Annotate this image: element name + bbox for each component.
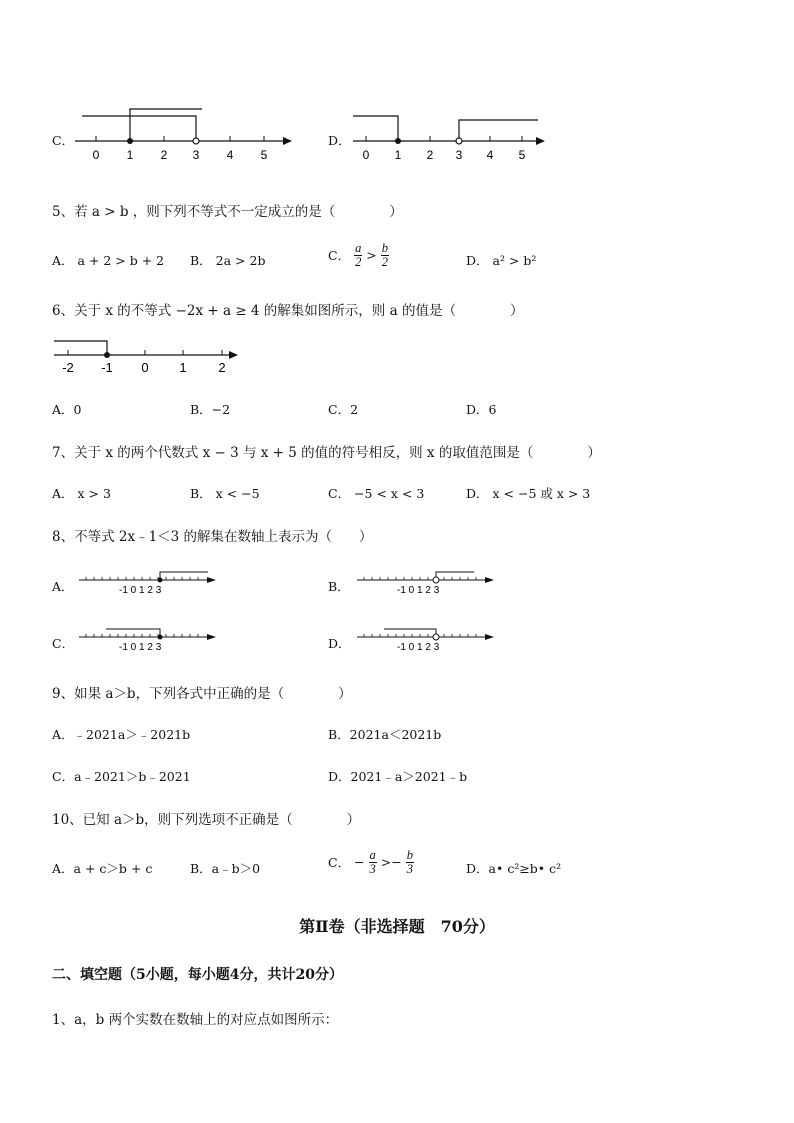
q10-option-c[interactable]: C． − $\frac{a}{3}$ >− $\frac{b}{3}$ (328, 848, 413, 876)
fraction-a-over-2: $\frac{a}{2}$ (355, 241, 362, 269)
q5-option-d[interactable]: D． a² > b² (466, 253, 537, 268)
q5-option-a[interactable]: A． a + 2 > b + 2 (52, 253, 165, 268)
fraction-b-over-3: $\frac{b}{3}$ (406, 848, 413, 876)
q6-stem: 6、关于 x 的不等式 −2x + a ≥ 4 的解集如图所示，则 a 的值是（ ） (52, 303, 524, 319)
q6-numberline (52, 336, 247, 376)
q10-option-a[interactable]: A．a + c＞b + c (52, 861, 153, 876)
svg-text:3: 3 (455, 148, 463, 162)
q5-option-c-label: C． (328, 248, 351, 263)
svg-text:5: 5 (518, 148, 526, 162)
svg-text:-1 0 1 2 3: -1 0 1 2 3 (397, 642, 440, 653)
q10-option-b[interactable]: B．a﹣b＞0 (190, 861, 261, 876)
q5-option-c[interactable]: C． $\frac{a}{2}$ > $\frac{b}{2}$ (328, 241, 389, 269)
svg-text:0: 0 (362, 148, 370, 162)
q7-option-b[interactable]: B． x < −5 (190, 486, 260, 501)
q4-option-c-label: C． (52, 133, 75, 148)
q4-option-c-numberline (70, 104, 300, 164)
q9-stem: 9、如果 a＞b，下列各式中正确的是（ ） (52, 686, 352, 702)
svg-text:1: 1 (394, 148, 402, 162)
part2-heading: 二、填空题（5小题，每小题4分，共计20分） (52, 967, 343, 983)
q8-option-a-numberline (76, 568, 221, 600)
q9-option-d[interactable]: D．2021﹣a＞2021﹣b (328, 769, 468, 784)
q7-option-c[interactable]: C． −5 < x < 3 (328, 486, 425, 501)
q9-option-c[interactable]: C．a﹣2021＞b﹣2021 (52, 769, 191, 784)
q8-stem: 8、不等式 2x﹣1＜3 的解集在数轴上表示为（ ） (52, 529, 373, 545)
q6-option-a[interactable]: A．0 (52, 402, 82, 417)
svg-text:-1 0 1 2 3: -1 0 1 2 3 (119, 585, 162, 596)
q4-option-d-label: D． (328, 133, 351, 148)
tick-3: 3 (192, 148, 200, 162)
svg-text:2: 2 (218, 360, 226, 375)
fraction-a-over-3: $\frac{a}{3}$ (369, 848, 376, 876)
fraction-b-over-2: $\frac{b}{2}$ (381, 241, 389, 269)
q5-stem: 5、若 a > b ，则下列不等式不一定成立的是（ ） (52, 204, 403, 220)
q7-stem: 7、关于 x 的两个代数式 x − 3 与 x + 5 的值的符号相反，则 x 的取值范围是（ ） (52, 445, 601, 461)
svg-text:0: 0 (141, 360, 149, 375)
q8-option-d-numberline (354, 625, 499, 657)
q9-option-a[interactable]: A．﹣2021a＞﹣2021b (52, 727, 191, 742)
q7-option-d[interactable]: D． x < −5 或 x > 3 (466, 486, 591, 501)
fill-q1-stem: 1、a，b 两个实数在数轴上的对应点如图所示： (52, 1012, 339, 1028)
q8-option-c-numberline (76, 625, 221, 657)
q5-option-b[interactable]: B． 2a > 2b (190, 253, 266, 268)
tick-0: 0 (92, 148, 100, 162)
q8-option-b[interactable]: B． (328, 579, 350, 594)
tick-2: 2 (160, 148, 168, 162)
svg-text:-2: -2 (62, 360, 74, 375)
tick-1: 1 (126, 148, 134, 162)
svg-text:-1 0 1 2 3: -1 0 1 2 3 (119, 642, 162, 653)
svg-text:-1 0 1 2 3: -1 0 1 2 3 (397, 585, 440, 596)
q8-option-d[interactable]: D． (328, 636, 351, 651)
tick-5: 5 (260, 148, 268, 162)
q8-option-c[interactable]: C． (52, 636, 75, 651)
section-title: 第Ⅱ卷（非选择题 70分） (299, 917, 495, 936)
q10-stem: 10、已知 a＞b，则下列选项不正确是（ ） (52, 812, 361, 828)
q6-option-b[interactable]: B．−2 (190, 402, 231, 417)
q6-option-c[interactable]: C．2 (328, 402, 359, 417)
svg-text:-1: -1 (101, 360, 113, 375)
q6-option-d[interactable]: D．6 (466, 402, 497, 417)
q8-option-a[interactable]: A． (52, 579, 74, 594)
q10-option-d[interactable]: D．a• c²≥b• c² (466, 861, 562, 876)
tick-4: 4 (226, 148, 234, 162)
q7-option-a[interactable]: A． x > 3 (52, 486, 111, 501)
svg-text:4: 4 (486, 148, 494, 162)
svg-text:1: 1 (179, 360, 187, 375)
q9-option-b[interactable]: B．2021a＜2021b (328, 727, 442, 742)
svg-text:2: 2 (426, 148, 434, 162)
q4-option-d-numberline (348, 104, 558, 164)
q8-option-b-numberline (354, 568, 499, 600)
